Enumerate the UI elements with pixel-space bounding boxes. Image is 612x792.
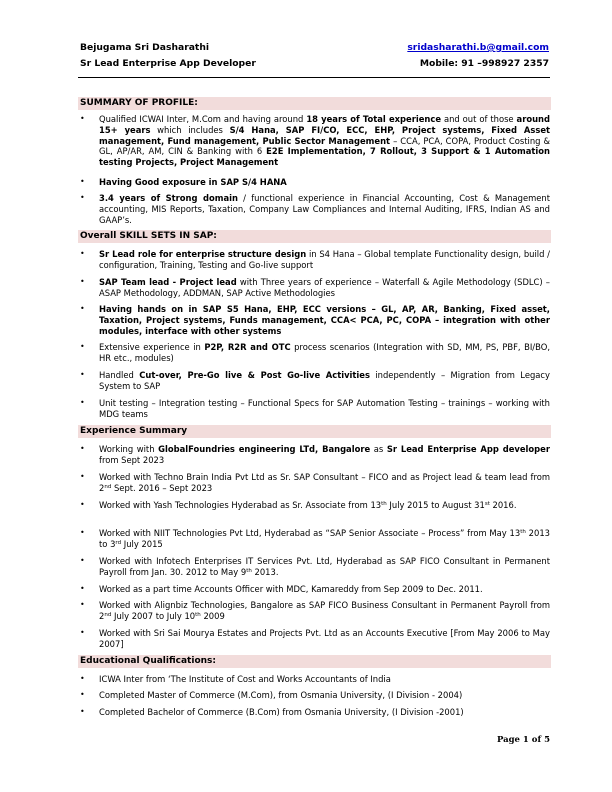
summary-item: • Qualified ICWAI Inter, M.Com and having around 18 years of Total experience and out of those around 15+ years which includes S/4 Hana, SAP FI/CO, ECC, EHP, Project systems, Fixed Asset management, Fund management, Public Sector Management – CCA, PCA, COPA, Product Costing & GL, AP/AR, AM, CIN & Banking with 6 E2E Implementation, 7 Rollout, 3 Support & 1 Automation testing Projects, Project Management bbox=[80, 114, 551, 168]
education-item: • Completed Master of Commerce (M.Com), from Osmania University, (I Division - 2004) bbox=[80, 690, 463, 700]
bullet-icon: • bbox=[80, 600, 85, 609]
summary-item: • Having Good exposure in SAP S/4 HANA bbox=[80, 177, 287, 187]
page-number: Page 1 of 5 bbox=[496, 735, 550, 745]
experience-item: • Worked with Yash Technologies Hyderabad as Sr. Associate from 13th July 2015 to August 31st 2016. bbox=[80, 500, 517, 510]
bullet-icon: • bbox=[80, 674, 85, 683]
skill-item: • Handled Cut-over, Pre-Go live & Post Go-live Activities independently – Migration from Legacy System to SAP bbox=[80, 370, 550, 391]
experience-item: • Worked with Infotech Enterprises IT Services Pvt. Ltd, Hyderabad as SAP FICO Consultant in Permanent Payroll from Jan. 30. 2012 to May 9th 2013. bbox=[80, 556, 550, 577]
education-item: • ICWA Inter from ‘The Institute of Cost and Works Accountants of India bbox=[80, 674, 391, 684]
bullet-icon: • bbox=[80, 528, 85, 537]
bullet-icon: • bbox=[80, 472, 85, 481]
mobile-number: Mobile: 91 –998927 2357 bbox=[419, 58, 549, 69]
summary-item: • 3.4 years of Strong domain / functional experience in Financial Accounting, Cost & Management accounting, MIS Reports, Taxation, Company Law Compliances and Internal Auditing, IFRS, Indian AS and GAAP’s. bbox=[80, 193, 550, 225]
skill-item: • Sr Lead role for enterprise structure design in S4 Hana – Global template Functionality design, build / configuration, Training, Testing and Go-live support bbox=[80, 249, 550, 270]
experience-item: • Worked as a part time Accounts Officer with MDC, Kamareddy from Sep 2009 to Dec. 2011. bbox=[80, 584, 483, 594]
experience-item: • Worked with NIIT Technologies Pvt Ltd, Hyderabad as “SAP Senior Associate – Process” from May 13th 2013 to 3rd July 2015 bbox=[80, 528, 550, 549]
bullet-icon: • bbox=[80, 628, 85, 637]
skill-item: • SAP Team lead - Project lead with Three years of experience – Waterfall & Agile Methodology (SDLC) – ASAP Methodology, ADDMAN, SAP Active Methodologies bbox=[80, 277, 550, 298]
bullet-icon: • bbox=[80, 249, 85, 258]
section-summary-heading: SUMMARY OF PROFILE: bbox=[78, 97, 551, 110]
header-divider bbox=[78, 77, 550, 78]
skill-item: • Unit testing – Integration testing – Functional Specs for SAP Automation Testing – trainings – working with MDG teams bbox=[80, 398, 550, 419]
bullet-icon: • bbox=[80, 584, 85, 593]
bullet-icon: • bbox=[80, 556, 85, 565]
experience-item: • Worked with Alignbiz Technologies, Bangalore as SAP FICO Business Consultant in Permanent Payroll from 2nd July 2007 to July 10th 2009 bbox=[80, 600, 550, 621]
bullet-icon: • bbox=[80, 444, 85, 453]
bullet-icon: • bbox=[80, 277, 85, 286]
section-education-heading: Educational Qualifications: bbox=[78, 655, 551, 668]
section-skills-heading: Overall SKILL SETS IN SAP: bbox=[78, 230, 551, 243]
bullet-icon: • bbox=[80, 304, 85, 313]
skill-item: • Having hands on in SAP S5 Hana, EHP, ECC versions – GL, AP, AR, Banking, Fixed asset, Taxation, Project systems, Funds management, CCA< PCA, PC, COPA – integration with other modules, interface with other systems bbox=[80, 304, 550, 336]
education-item: • Completed Bachelor of Commerce (B.Com) from Osmania University, (I Division -2001) bbox=[80, 707, 464, 717]
skill-item: • Extensive experience in P2P, R2R and OTC process scenarios (Integration with SD, MM, PS, PBF, BI/BO, HR etc., modules) bbox=[80, 342, 550, 363]
experience-item: • Working with GlobalFoundries engineering LTd, Bangalore as Sr Lead Enterprise App developer from Sept 2023 bbox=[80, 444, 550, 465]
bullet-icon: • bbox=[80, 370, 85, 379]
bullet-icon: • bbox=[80, 114, 85, 123]
section-experience-heading: Experience Summary bbox=[78, 425, 551, 438]
bullet-icon: • bbox=[80, 690, 85, 699]
bullet-icon: • bbox=[80, 500, 85, 509]
bullet-icon: • bbox=[80, 193, 85, 202]
email-link[interactable]: sridasharathi.b@gmail.com bbox=[407, 42, 549, 53]
experience-item: • Worked with Techno Brain India Pvt Ltd as Sr. SAP Consultant – FICO and as Project lead & team lead from 2nd Sept. 2016 – Sept 2023 bbox=[80, 472, 550, 493]
bullet-icon: • bbox=[80, 398, 85, 407]
experience-item: • Worked with Sri Sai Mourya Estates and Projects Pvt. Ltd as an Accounts Executive [From May 2006 to May 2007] bbox=[80, 628, 550, 649]
bullet-icon: • bbox=[80, 177, 85, 186]
bullet-icon: • bbox=[80, 342, 85, 351]
candidate-name: Bejugama Sri Dasharathi bbox=[80, 42, 210, 53]
bullet-icon: • bbox=[80, 707, 85, 716]
job-title: Sr Lead Enterprise App Developer bbox=[80, 58, 256, 69]
